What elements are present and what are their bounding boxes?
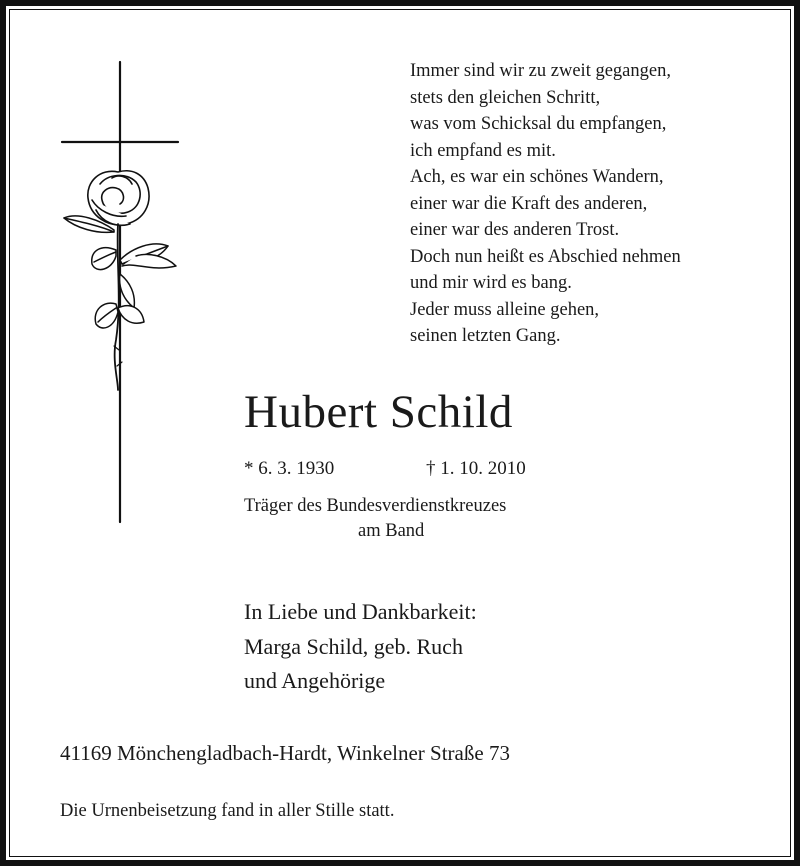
poem-line: seinen letzten Gang. xyxy=(410,326,561,346)
poem-line: Ach, es war ein schönes Wandern, xyxy=(410,167,664,187)
address: 41169 Mönchengladbach-Hardt, Winkelner Straße 73 xyxy=(60,741,510,765)
poem-line: was vom Schicksal du empfangen, xyxy=(410,114,667,134)
burial-notice: Die Urnenbeisetzung fand in aller Stille statt. xyxy=(60,801,395,821)
honor-line: Träger des Bundesverdienstkreuzes xyxy=(244,496,507,516)
poem-line: ich empfand es mit. xyxy=(410,140,556,161)
honor-line: am Band xyxy=(358,521,425,541)
poem xyxy=(410,58,681,350)
poem-line: Immer sind wir zu zweit gegangen, xyxy=(410,61,671,81)
poem-line: einer war des anderen Trost. xyxy=(410,220,620,240)
mourners-line: und Angehörige xyxy=(244,668,386,693)
poem-line: Jeder muss alleine gehen, xyxy=(410,299,600,320)
deceased-name: Hubert Schild xyxy=(244,386,513,438)
birth-date: * 6. 3. 1930 xyxy=(244,458,335,479)
mourners-line: Marga Schild, geb. Ruch xyxy=(244,633,463,659)
mourners-line: In Liebe und Dankbarkeit: xyxy=(244,599,477,624)
poem-line: einer war die Kraft des anderen, xyxy=(410,193,648,214)
poem-line: Doch nun heißt es Abschied nehmen xyxy=(410,246,681,267)
poem-line: und mir wird es bang. xyxy=(410,273,572,293)
cross-with-rose-icon xyxy=(56,60,186,525)
death-date: † 1. 10. 2010 xyxy=(426,458,526,479)
mourners-block xyxy=(244,595,477,699)
poem-line: stets den gleichen Schritt, xyxy=(410,87,601,108)
